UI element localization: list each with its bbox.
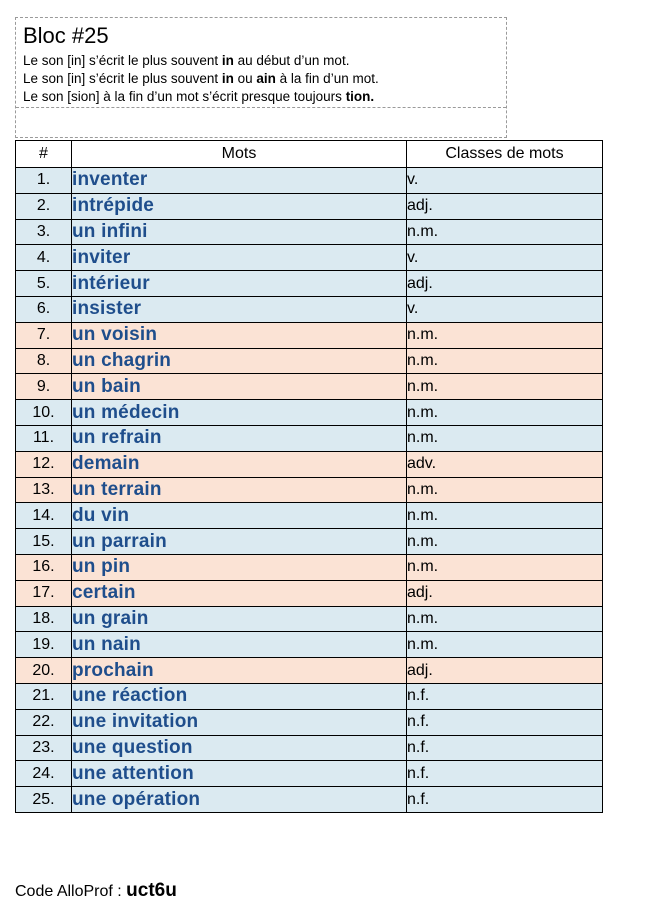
word-cell: intérieur — [72, 271, 407, 297]
word-cell: un chagrin — [72, 348, 407, 374]
row-number: 1. — [16, 168, 72, 194]
row-number: 13. — [16, 477, 72, 503]
words-table — [15, 140, 603, 813]
rule-text: à la fin d’un mot. — [275, 71, 379, 86]
row-number: 15. — [16, 529, 72, 555]
table-row — [16, 735, 603, 761]
footer — [15, 880, 177, 903]
table-row — [16, 787, 603, 813]
column-header-number: # — [16, 141, 72, 168]
rule-bold: in — [221, 71, 234, 86]
table-row — [16, 683, 603, 709]
word-cell: une question — [72, 735, 407, 761]
row-number: 18. — [16, 606, 72, 632]
rule-line-2 — [23, 71, 379, 87]
rule-line-1 — [23, 53, 349, 69]
word-class-cell: adj. — [407, 580, 603, 606]
word-class-cell: n.m. — [407, 219, 603, 245]
table-row — [16, 168, 603, 194]
rule-bold: ain — [256, 71, 276, 86]
word-class-cell: n.m. — [407, 322, 603, 348]
table-row — [16, 245, 603, 271]
word-class-cell: n.f. — [407, 787, 603, 813]
column-header-words: Mots — [72, 141, 407, 168]
rule-bold: tion. — [345, 89, 375, 104]
table-row — [16, 606, 603, 632]
word-cell: une invitation — [72, 709, 407, 735]
table-row — [16, 554, 603, 580]
row-number: 20. — [16, 658, 72, 684]
table-row — [16, 477, 603, 503]
table-row — [16, 761, 603, 787]
word-cell: demain — [72, 451, 407, 477]
word-class-cell: adj. — [407, 271, 603, 297]
row-number: 22. — [16, 709, 72, 735]
word-class-cell: n.m. — [407, 477, 603, 503]
rule-text: Le son [in] s’écrit le plus souvent — [23, 53, 222, 68]
header-divider — [16, 107, 506, 108]
row-number: 6. — [16, 296, 72, 322]
word-class-cell: adj. — [407, 193, 603, 219]
rule-bold: in — [221, 53, 234, 68]
word-cell: un parrain — [72, 529, 407, 555]
rule-line-3 — [23, 89, 374, 105]
word-class-cell: n.m. — [407, 400, 603, 426]
word-class-cell: n.m. — [407, 529, 603, 555]
table-row — [16, 529, 603, 555]
word-cell: un nain — [72, 632, 407, 658]
row-number: 5. — [16, 271, 72, 297]
word-cell: un médecin — [72, 400, 407, 426]
table-row — [16, 658, 603, 684]
row-number: 24. — [16, 761, 72, 787]
table-row — [16, 322, 603, 348]
row-number: 8. — [16, 348, 72, 374]
word-cell: insister — [72, 296, 407, 322]
row-number: 23. — [16, 735, 72, 761]
word-class-cell: n.f. — [407, 683, 603, 709]
row-number: 25. — [16, 787, 72, 813]
rule-text: au début d’un mot. — [233, 53, 350, 68]
column-header-word-classes: Classes de mots — [407, 141, 603, 168]
word-class-cell: v. — [407, 296, 603, 322]
rule-text: Le son [in] s’écrit le plus souvent — [23, 71, 222, 86]
row-number: 14. — [16, 503, 72, 529]
word-cell: un grain — [72, 606, 407, 632]
alloprof-code: uct6u — [126, 880, 177, 901]
row-number: 11. — [16, 425, 72, 451]
word-cell: certain — [72, 580, 407, 606]
word-cell: une réaction — [72, 683, 407, 709]
word-class-cell: v. — [407, 168, 603, 194]
word-cell: un voisin — [72, 322, 407, 348]
row-number: 2. — [16, 193, 72, 219]
table-row — [16, 348, 603, 374]
alloprof-code-label: Code AlloProf : — [15, 883, 127, 900]
word-cell: un terrain — [72, 477, 407, 503]
word-cell: un refrain — [72, 425, 407, 451]
word-class-cell: n.m. — [407, 348, 603, 374]
word-cell: inventer — [72, 168, 407, 194]
word-cell: un bain — [72, 374, 407, 400]
row-number: 10. — [16, 400, 72, 426]
word-class-cell: n.m. — [407, 554, 603, 580]
table-row — [16, 451, 603, 477]
table-header-row — [16, 141, 603, 168]
word-cell: du vin — [72, 503, 407, 529]
word-cell: une opération — [72, 787, 407, 813]
word-class-cell: n.m. — [407, 503, 603, 529]
table-row — [16, 400, 603, 426]
row-number: 7. — [16, 322, 72, 348]
header-box — [15, 17, 507, 138]
row-number: 4. — [16, 245, 72, 271]
word-cell: intrépide — [72, 193, 407, 219]
rule-text: Le son [sion] à la fin d’un mot s’écrit presque toujours — [23, 89, 346, 104]
word-class-cell: n.m. — [407, 632, 603, 658]
rule-text: ou — [233, 71, 257, 86]
word-cell: un pin — [72, 554, 407, 580]
table-row — [16, 193, 603, 219]
row-number: 9. — [16, 374, 72, 400]
table-row — [16, 219, 603, 245]
word-cell: une attention — [72, 761, 407, 787]
page-title: Bloc #25 — [23, 23, 109, 48]
word-cell: un infini — [72, 219, 407, 245]
word-class-cell: v. — [407, 245, 603, 271]
row-number: 19. — [16, 632, 72, 658]
word-class-cell: n.f. — [407, 735, 603, 761]
row-number: 12. — [16, 451, 72, 477]
table-row — [16, 271, 603, 297]
table-row — [16, 580, 603, 606]
row-number: 21. — [16, 683, 72, 709]
word-class-cell: n.f. — [407, 709, 603, 735]
word-class-cell: n.m. — [407, 425, 603, 451]
word-cell: inviter — [72, 245, 407, 271]
row-number: 16. — [16, 554, 72, 580]
word-class-cell: n.m. — [407, 374, 603, 400]
table-row — [16, 632, 603, 658]
word-class-cell: adv. — [407, 451, 603, 477]
word-class-cell: n.m. — [407, 606, 603, 632]
row-number: 17. — [16, 580, 72, 606]
word-class-cell: adj. — [407, 658, 603, 684]
table-row — [16, 374, 603, 400]
table-row — [16, 709, 603, 735]
table-row — [16, 503, 603, 529]
word-cell: prochain — [72, 658, 407, 684]
row-number: 3. — [16, 219, 72, 245]
table-row — [16, 296, 603, 322]
word-class-cell: n.f. — [407, 761, 603, 787]
table-row — [16, 425, 603, 451]
